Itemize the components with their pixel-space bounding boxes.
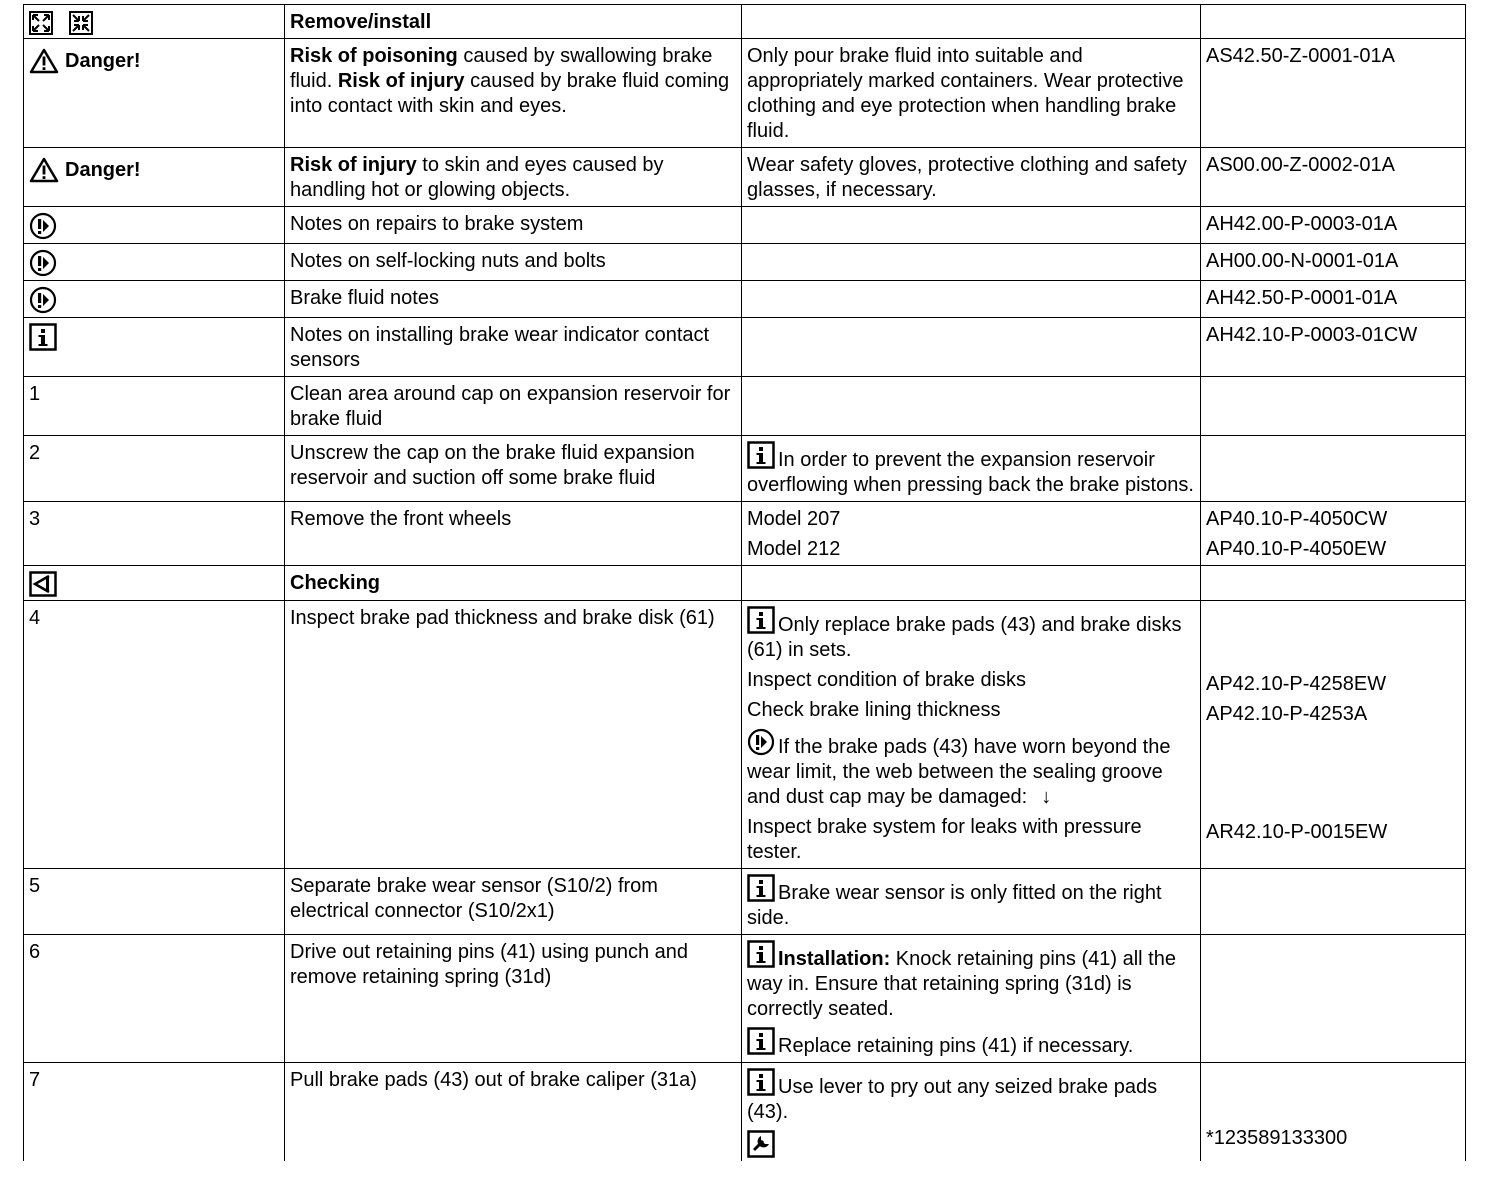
danger-row-poisoning	[24, 39, 1466, 148]
note-text: Notes on installing brake wear indicator contact sensors	[290, 324, 710, 371]
note-text: Notes on repairs to brake system	[290, 213, 584, 235]
risk-text: caused by swallowing brake fluid.	[290, 45, 713, 92]
doc-reference: AP42.10-P-4258EW	[1206, 673, 1387, 695]
risk-label: Risk of injury	[290, 154, 417, 176]
tool-icon	[747, 1130, 775, 1158]
step-row-4	[24, 601, 1466, 869]
note-text: Notes on self-locking nuts and bolts	[290, 250, 606, 272]
info-text: Use lever to pry out any seized brake pads (43).	[747, 1076, 1158, 1123]
step-text: Inspect brake pad thickness and brake disk (61)	[290, 607, 715, 629]
doc-reference: AS42.50-Z-0001-01A	[1206, 45, 1396, 67]
note-circle-icon	[747, 728, 775, 756]
risk-text: caused by brake fluid coming into contact with skin and eyes.	[290, 70, 730, 117]
note-row	[24, 244, 1466, 281]
step-row-2	[24, 436, 1466, 502]
checking-icon	[29, 571, 57, 597]
step-row-6	[24, 935, 1466, 1063]
info-text: Only replace brake pads (43) and brake disks (61) in sets.	[747, 614, 1182, 661]
step-text: Drive out retaining pins (41) using punch and remove retaining spring (31d)	[290, 941, 689, 988]
info-icon	[747, 874, 775, 902]
note-text: Brake fluid notes	[290, 287, 439, 309]
info-text: Brake wear sensor is only fitted on the right side.	[747, 882, 1162, 929]
step-row-5	[24, 869, 1466, 935]
danger-action-text: Wear safety gloves, protective clothing and safety glasses, if necessary.	[747, 154, 1187, 201]
note-circle-icon	[29, 212, 57, 240]
step-text: Unscrew the cap on the brake fluid expansion reservoir and suction off some brake fluid	[290, 442, 695, 489]
install-arrows-icon	[69, 11, 93, 35]
info-icon	[747, 441, 775, 469]
info-text: Knock retaining pins (41) all the way in. Ensure that retaining spring (31d) is correctly seated.	[747, 948, 1176, 1020]
info-icon	[747, 940, 775, 968]
step-number: 2	[29, 442, 41, 464]
warning-triangle-icon	[29, 48, 59, 74]
note-row	[24, 318, 1466, 377]
tool-reference: *123589133300	[1206, 1127, 1348, 1149]
step-number: 1	[29, 383, 41, 405]
step-text: Clean area around cap on expansion reservoir for brake fluid	[290, 383, 731, 430]
warning-triangle-icon	[29, 157, 59, 183]
danger-label: Danger!	[65, 158, 141, 181]
step-row-1	[24, 377, 1466, 436]
doc-reference: AR42.10-P-0015EW	[1206, 821, 1388, 843]
danger-action-text: Only pour brake fluid into suitable and appropriately marked containers. Wear protective clothing and eye protection when handling brake fluid.	[747, 45, 1184, 142]
doc-reference: AS00.00-Z-0002-01A	[1206, 154, 1396, 176]
step-row-3	[24, 502, 1466, 566]
note-row	[24, 207, 1466, 244]
doc-reference: AP40.10-P-4050CW	[1206, 508, 1388, 530]
step-text: Remove the front wheels	[290, 508, 512, 530]
doc-reference: AP40.10-P-4050EW	[1206, 538, 1387, 560]
section-checking-row	[24, 566, 1466, 601]
note-circle-icon	[29, 249, 57, 277]
doc-reference: AH42.00-P-0003-01A	[1206, 213, 1398, 235]
doc-reference: AH42.10-P-0003-01CW	[1206, 324, 1418, 346]
check-line: Check brake lining thickness	[747, 699, 1001, 721]
note-row	[24, 281, 1466, 318]
info-icon	[747, 606, 775, 634]
procedure-table	[23, 4, 1466, 1161]
remove-arrows-icon	[29, 11, 53, 35]
step-number: 3	[29, 508, 41, 530]
danger-row-hot-objects	[24, 148, 1466, 207]
note-circle-icon	[29, 286, 57, 314]
risk-label: Risk of poisoning	[290, 45, 458, 67]
info-icon	[747, 1068, 775, 1096]
danger-label: Danger!	[65, 49, 141, 72]
doc-reference: AH00.00-N-0001-01A	[1206, 250, 1399, 272]
warning-text: If the brake pads (43) have worn beyond the wear limit, the web between the sealing groove and dust cap may be damaged:	[747, 736, 1171, 808]
step-number: 6	[29, 941, 41, 963]
step-text: Pull brake pads (43) out of brake caliper (31a)	[290, 1069, 697, 1091]
section-title-checking: Checking	[290, 572, 381, 594]
section-title-remove-install: Remove/install	[290, 11, 432, 33]
check-line: Inspect condition of brake disks	[747, 669, 1027, 691]
model-label: Model 207	[747, 508, 841, 530]
risk-text: to skin and eyes caused by handling hot or glowing objects.	[290, 154, 664, 201]
model-label: Model 212	[747, 538, 841, 560]
risk-label: Risk of injury	[337, 70, 465, 92]
info-icon	[29, 323, 57, 351]
info-text: In order to prevent the expansion reservoir overflowing when pressing back the brake pistons.	[747, 449, 1194, 496]
info-text: Replace retaining pins (41) if necessary.	[778, 1035, 1134, 1057]
doc-reference: AH42.50-P-0001-01A	[1206, 287, 1398, 309]
step-text: Separate brake wear sensor (S10/2) from electrical connector (S10/2x1)	[290, 875, 658, 922]
arrow-down-icon: ↓	[1041, 786, 1052, 808]
section-remove-install-row	[24, 5, 1466, 39]
step-number: 4	[29, 607, 41, 629]
step-row-7	[24, 1063, 1466, 1162]
check-line: Inspect brake system for leaks with pressure tester.	[747, 816, 1142, 863]
step-number: 7	[29, 1069, 41, 1091]
step-number: 5	[29, 875, 41, 897]
info-icon	[747, 1027, 775, 1055]
doc-reference: AP42.10-P-4253A	[1206, 703, 1368, 725]
installation-label: Installation:	[778, 948, 891, 970]
